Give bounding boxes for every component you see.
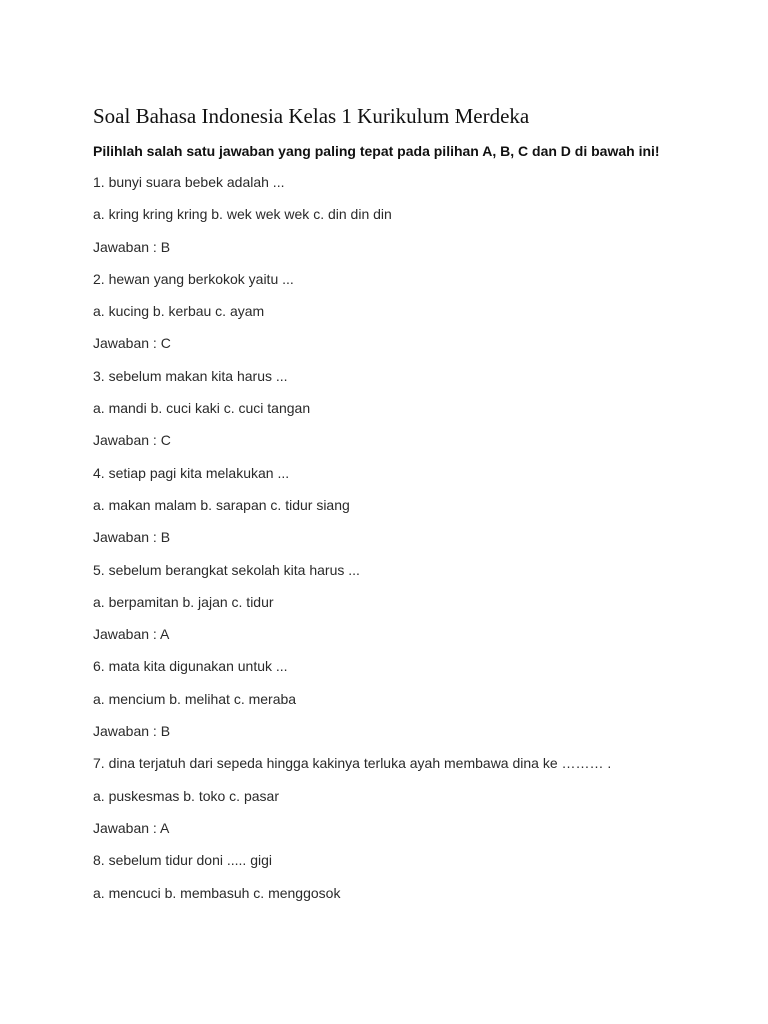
question-text: 4. setiap pagi kita melakukan ... bbox=[93, 464, 290, 481]
question-options: a. mandi b. cuci kaki c. cuci tangan bbox=[93, 400, 311, 417]
question-options: a. kring kring kring b. wek wek wek c. din din din bbox=[93, 206, 392, 223]
question-item-2 bbox=[93, 263, 693, 360]
document-title: Soal Bahasa Indonesia Kelas 1 Kurikulum Merdeka bbox=[93, 104, 530, 128]
question-item-4 bbox=[93, 457, 693, 554]
question-text: 8. sebelum tidur doni ..... gigi bbox=[93, 852, 272, 869]
question-answer: Jawaban : B bbox=[93, 723, 171, 740]
question-answer: Jawaban : C bbox=[93, 432, 171, 449]
question-item-1 bbox=[93, 166, 693, 263]
question-item-8 bbox=[93, 844, 693, 909]
question-options: a. puskesmas b. toko c. pasar bbox=[93, 787, 279, 804]
question-text: 7. dina terjatuh dari sepeda hingga kakinya terluka ayah membawa dina ke ……… . bbox=[93, 755, 612, 772]
question-answer: Jawaban : B bbox=[93, 238, 171, 255]
question-list bbox=[93, 166, 693, 909]
question-text: 2. hewan yang berkokok yaitu ... bbox=[93, 270, 294, 287]
question-text: 6. mata kita digunakan untuk ... bbox=[93, 658, 288, 675]
question-text: 5. sebelum berangkat sekolah kita harus ... bbox=[93, 561, 360, 578]
question-answer: Jawaban : A bbox=[93, 626, 170, 643]
question-item-7 bbox=[93, 747, 693, 844]
question-answer: Jawaban : A bbox=[93, 819, 170, 836]
instruction-text: Pilihlah salah satu jawaban yang paling tepat pada pilihan A, B, C dan D di bawah ini! bbox=[93, 143, 660, 159]
question-item-3 bbox=[93, 360, 693, 457]
question-options: a. mencuci b. membasuh c. menggosok bbox=[93, 884, 341, 901]
question-options: a. makan malam b. sarapan c. tidur siang bbox=[93, 496, 350, 513]
question-options: a. mencium b. melihat c. meraba bbox=[93, 690, 297, 707]
question-answer: Jawaban : B bbox=[93, 529, 171, 546]
question-text: 3. sebelum makan kita harus ... bbox=[93, 367, 288, 384]
question-answer: Jawaban : C bbox=[93, 335, 171, 352]
question-options: a. kucing b. kerbau c. ayam bbox=[93, 303, 265, 320]
document-page bbox=[93, 100, 693, 909]
question-item-6 bbox=[93, 650, 693, 747]
question-text: 1. bunyi suara bebek adalah ... bbox=[93, 174, 285, 190]
question-item-5 bbox=[93, 554, 693, 651]
question-options: a. berpamitan b. jajan c. tidur bbox=[93, 593, 274, 610]
